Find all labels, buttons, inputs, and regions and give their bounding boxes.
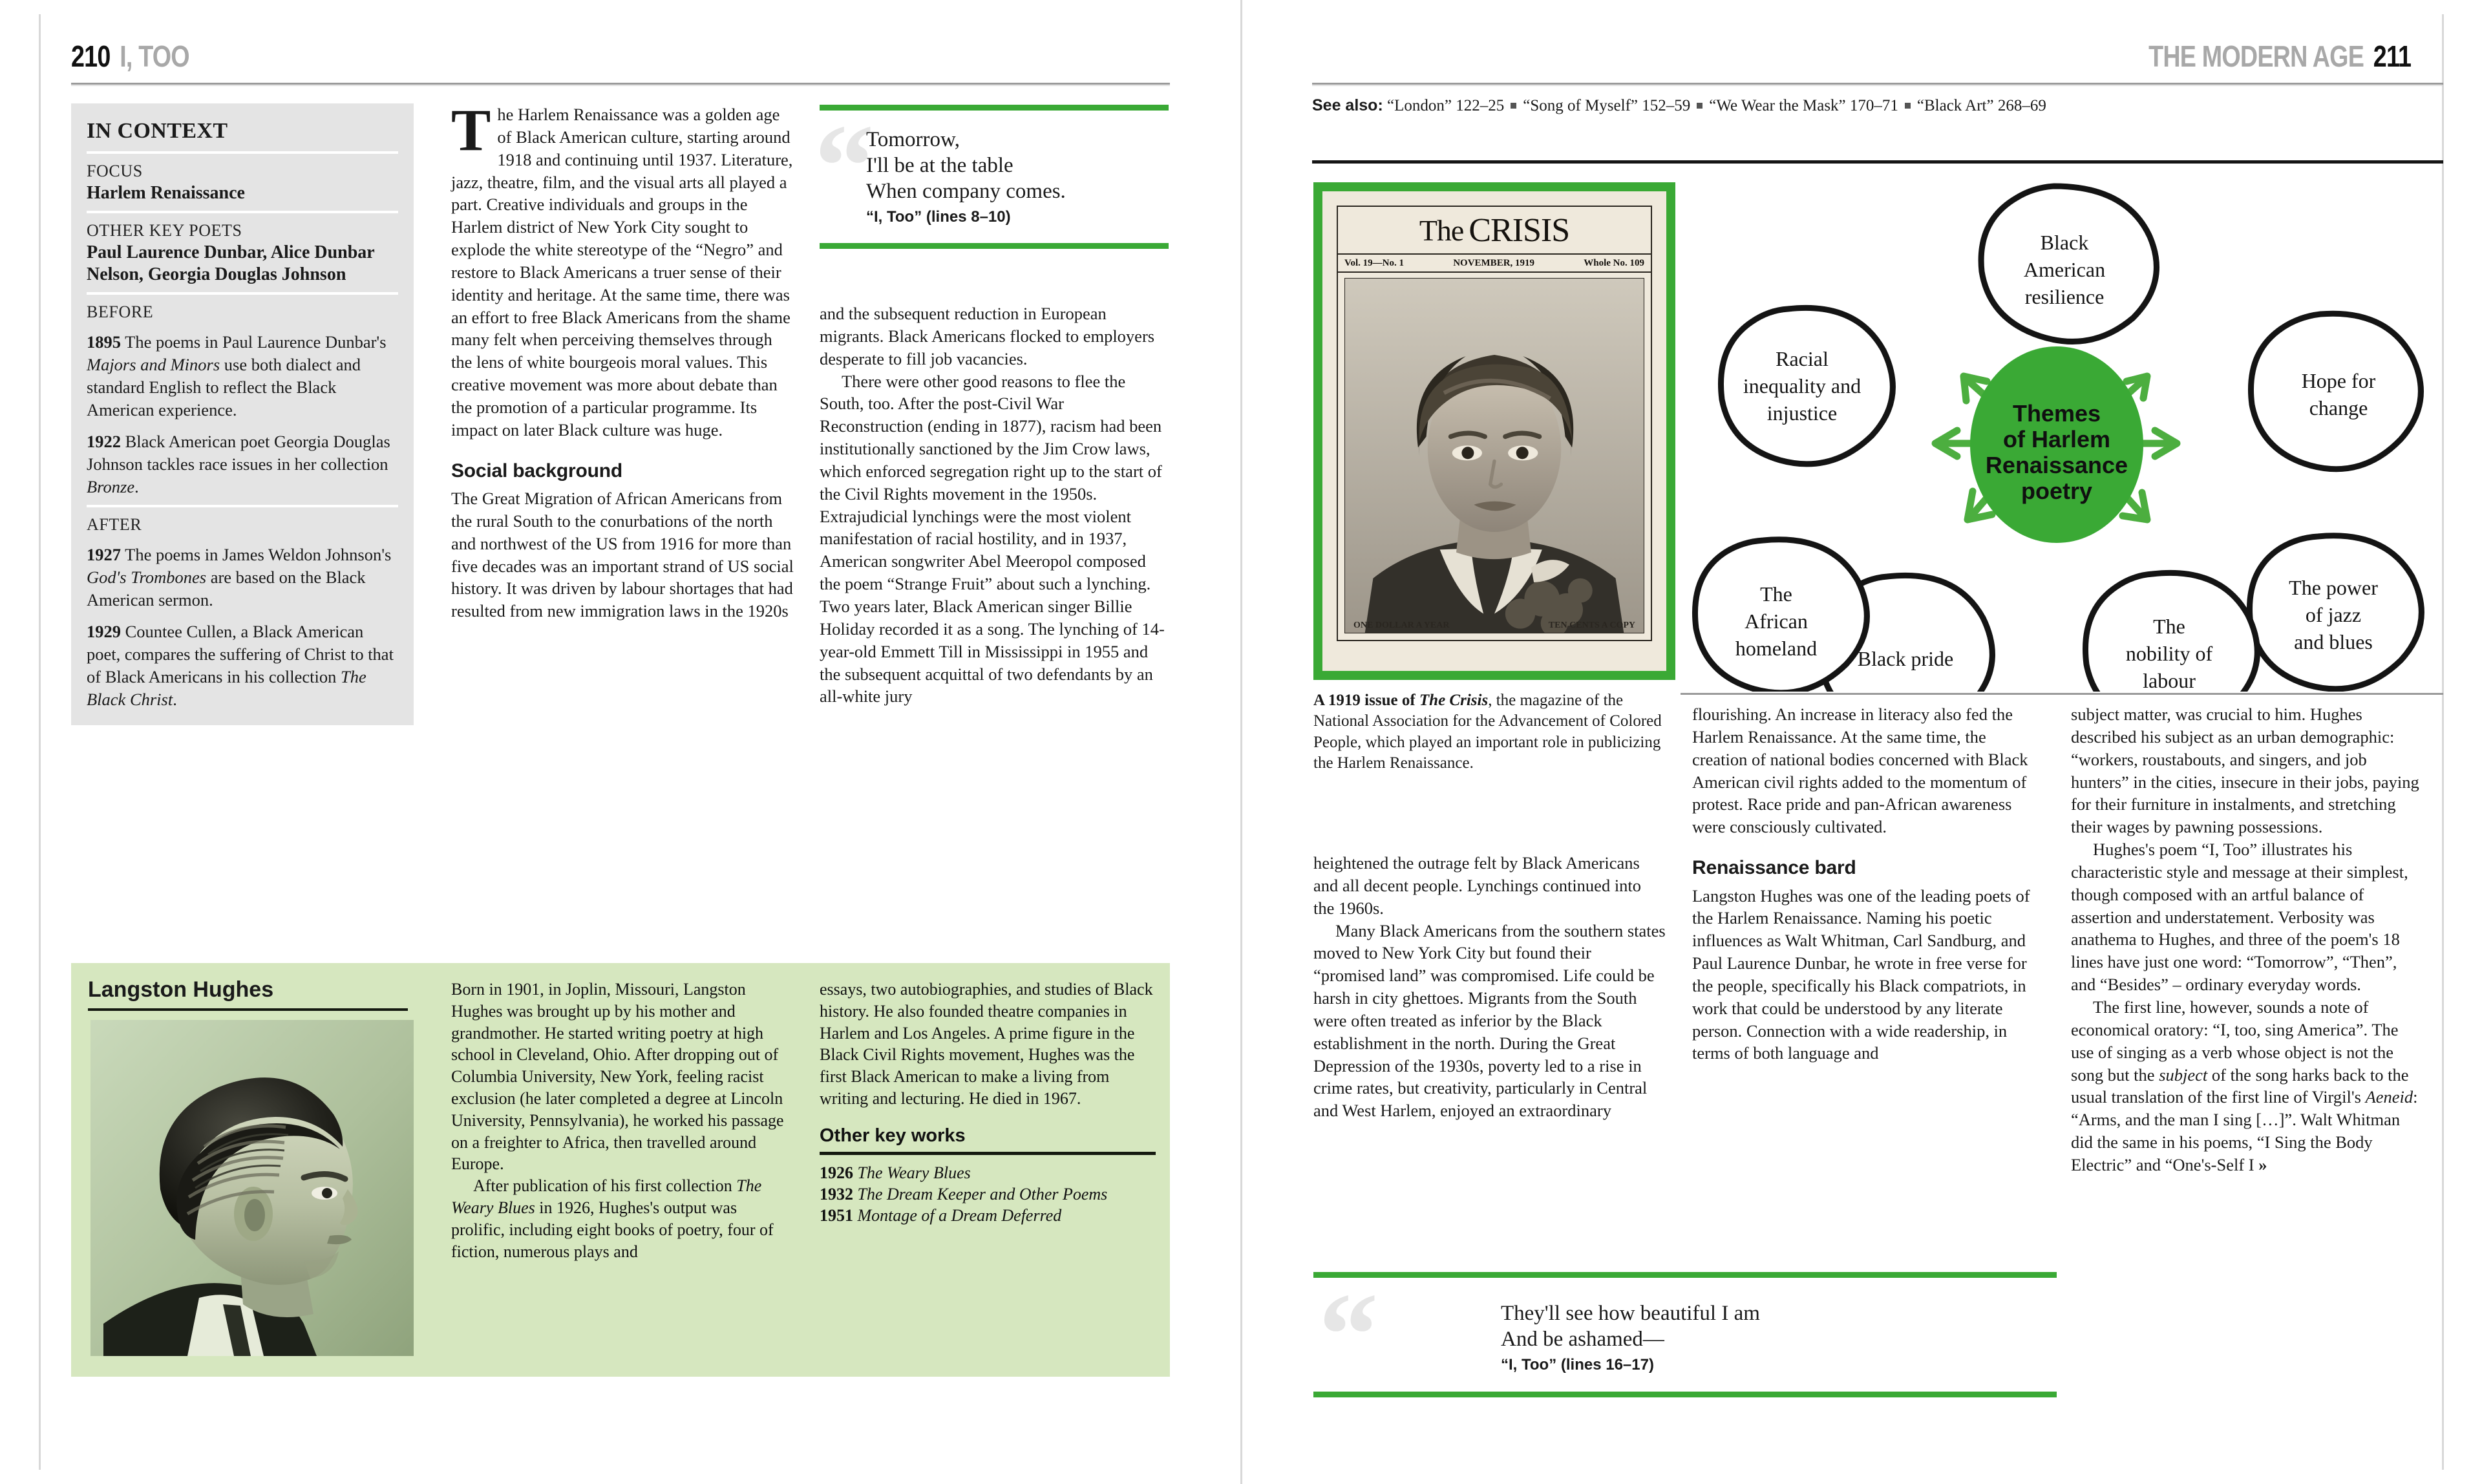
- hughes-portrait-photo: [90, 1020, 414, 1356]
- node-label: The: [1760, 582, 1792, 606]
- subheading-renaissance-bard: Renaissance bard: [1692, 857, 1856, 879]
- folio-left: [71, 39, 189, 74]
- body-paragraph: Many Black Americans from the southern states moved to New York City but found their “promised land” was compromised. Life could be harsh in city ghettoes. Migrants from the South were often treated as inferior by the Black establishment in the north. During the Great Depression of the 1930s, poverty led to a rise in crime rates, but creativity, particularly in Central and West Harlem, enjoyed an extraordinary: [1313, 920, 1666, 1121]
- header-rule-left-thin: [71, 85, 1170, 86]
- quote-rule-bottom: [820, 243, 1169, 249]
- after-label: AFTER: [87, 514, 142, 534]
- other-key-work-item: [820, 1184, 1156, 1205]
- crisis-volume: Vol. 19—No. 1: [1344, 257, 1404, 268]
- quote-line: When company comes.: [866, 179, 1066, 203]
- timeline-text: The poems in Paul Laurence Dunbar's: [121, 332, 387, 352]
- timeline-title: God's Trombones: [87, 567, 207, 587]
- crisis-magazine-figure: [1313, 182, 1675, 680]
- node-label: Hope for: [2301, 369, 2376, 392]
- page-gutter: [1240, 0, 1242, 1484]
- left-page-header: [71, 39, 1176, 74]
- before-label: BEFORE: [87, 302, 154, 322]
- body-paragraph: he Harlem Renaissance was a golden age of Black American culture, starting around 1918 and continuing until 1937. Literature, jazz, theatre, film, and the visual arts all played a part. Creative individuals and groups in the Harlem district of New York City sought to explode the white stereotype of the “Negro” and restore to Black Americans a truer sense of their identity and heritage. At the same time, there was an effort to free Black Americans from the shame many felt when perceiving themselves through the lens of white bourgeois moral values. This creative movement was more about debate than the promotion of a particular programme. Its impact on later Black culture was huge.: [451, 105, 793, 440]
- book-title: The Weary Blues: [451, 1176, 762, 1217]
- bullet-square-icon: [1511, 103, 1516, 109]
- folio-right: [2148, 39, 2411, 74]
- timeline-entry: [87, 620, 398, 711]
- body-paragraph: The Great Migration of African Americans from the rural South to the conurbations of the north and northwest of the US from 1916 for more than five decades was an important strand of US social history. It was driven by labour shortages that had resulted from new immigration laws in the 1920s: [451, 489, 794, 621]
- timeline-year: 1895: [87, 332, 121, 352]
- timeline-title: The Black Christ: [87, 666, 366, 709]
- node-label: The: [2153, 615, 2185, 638]
- divider: [87, 505, 398, 507]
- page-edge-left: [39, 14, 41, 1470]
- timeline-text: .: [134, 476, 139, 496]
- center-line-4: poetry: [2021, 478, 2093, 504]
- other-key-work-item: [820, 1163, 1156, 1184]
- timeline-text: The poems in James Weldon Johnson's: [121, 544, 392, 564]
- other-key-poets-label: OTHER KEY POETS: [87, 221, 242, 240]
- node-label: The power: [2289, 576, 2378, 599]
- node-label: injustice: [1766, 401, 1838, 425]
- body-text: : “Arms, and the man I sing […]”. Walt Whitman did the same in his poems, “I Sing the Body Electric” and “One's-Self I: [2071, 1087, 2418, 1174]
- left-body-column-1: [451, 97, 794, 622]
- body-paragraph: Hughes's poem “I, Too” illustrates his characteristic style and message at their simplest, though composed with an artful balance of assertion and understatement. Verbosity was anathema to Hughes, and three of the poem's 18 lines have just one word: “Tomorrow”, “Then”, and “Besides” – ordinary everyday words.: [2071, 840, 2408, 995]
- work-year: 1932: [820, 1185, 853, 1204]
- body-paragraph: Born in 1901, in Joplin, Missouri, Langston Hughes was brought up by his mother and grandmother. He started writing poetry at high school in Cleveland, Ohio. After dropping out of Columbia University, New York, feeling racist exclusion (he later completed a degree at Lincoln University, Pennsylvania), he worked his passage on a freighter to Africa, then travelled around Europe.: [451, 980, 784, 1174]
- langston-hughes-box: [71, 963, 1170, 1377]
- node-label: resilience: [2024, 285, 2105, 308]
- folio-title-left: I, TOO: [120, 39, 189, 73]
- divider: [87, 211, 398, 213]
- node-label: homeland: [1735, 637, 1818, 660]
- quote-source: “I, Too” (lines 16–17): [1501, 1355, 1654, 1373]
- body-paragraph: subject matter, was crucial to him. Hughes described his subject as an urban demographic: “workers, roustabouts, and singers, and job hunters” in the cities, insecure in their jobs, paying for their furniture in instalments, and stretching their wages by pawning possessions.: [2071, 705, 2419, 837]
- folio-number-right: 211: [2373, 39, 2411, 73]
- center-line-1: Themes: [2012, 400, 2101, 427]
- crisis-masthead: [1338, 207, 1651, 255]
- crisis-price-year: ONE DOLLAR A YEAR: [1353, 620, 1450, 630]
- crisis-issue-line: [1338, 255, 1651, 273]
- crisis-masthead-the: The: [1419, 213, 1464, 247]
- right-body-column-2: [1692, 703, 2044, 1065]
- body-paragraph: There were other good reasons to flee the South, too. After the post-Civil War Reconstruction (ending in 1877), racism had been institutionally sanctioned by the Jim Crow laws, which enforced segregation right up to the start of the Civil Rights movement in the 1950s. Extrajudicial lynchings were the most violent manifestation of racial hostility, and in 1937, American songwriter Abel Meeropol composed the poem “Strange Fruit” about such a lynching. Two years later, Black American singer Billie Holiday recorded it as a song. The lynching of 14-year-old Emmett Till in Mississippi in 1955 and the subsequent acquittal of two defendants by an all-white jury: [820, 371, 1165, 706]
- hughes-bio-column-2: [820, 979, 1156, 1227]
- timeline-entry: [87, 430, 398, 498]
- quote-line: They'll see how beautiful I am: [1501, 1302, 1760, 1325]
- quote-mark-icon: “: [1319, 1269, 1379, 1401]
- divider: [87, 292, 398, 295]
- drop-cap: T: [451, 97, 491, 163]
- body-paragraph: heightened the outrage felt by Black Americans and all decent people. Lynchings continued into the 1960s.: [1313, 853, 1642, 918]
- caption-lead: A 1919 issue of: [1313, 692, 1419, 709]
- body-text: of the song harks back to the usual translation of the first line of Virgil's: [2071, 1065, 2409, 1107]
- body-paragraph: essays, two autobiographies, and studies of Black history. He also founded theatre companies in Harlem and Los Angeles. A prime figure in the Black Civil Rights movement, Hughes was the first Black American to make a living from writing and lecturing. He died in 1967.: [820, 980, 1153, 1108]
- timeline-text: are based on the Black American sermon.: [87, 567, 366, 610]
- continue-arrow-icon: »: [2258, 1154, 2267, 1174]
- right-body-column-1: [1313, 852, 1666, 1122]
- header-rule-right-thin: [1312, 85, 2443, 86]
- timeline-text: Black American poet Georgia Douglas Johnson tackles race issues in her collection: [87, 432, 390, 474]
- timeline-text: use both dialect and standard English to reflect the Black American experience.: [87, 355, 361, 420]
- body-paragraph: Langston Hughes was one of the leading poets of the Harlem Renaissance. Naming his poetic influences as Walt Whitman, Carl Sandburg, and Paul Laurence Dunbar, he wrote in free verse for the people, specifically his Black compatriots, in work that could be understood by any literate person. Connection with a wide readership, in terms of both language and: [1692, 885, 2030, 1063]
- see-also-item[interactable]: “We Wear the Mask” 170–71: [1709, 97, 1898, 114]
- subheading-social-background: Social background: [451, 460, 622, 482]
- center-line-3: Renaissance: [1985, 452, 2128, 478]
- crisis-whole-number: Whole No. 109: [1584, 257, 1644, 268]
- diagram-bottom-rule: [1681, 693, 2443, 695]
- body-paragraph: [451, 1175, 787, 1262]
- timeline-entry: [87, 544, 398, 611]
- work-title: Montage of a Dream Deferred: [857, 1205, 1062, 1225]
- node-label: change: [2309, 396, 2368, 419]
- node-label: inequality and: [1743, 374, 1862, 398]
- see-also-item[interactable]: “London” 122–25: [1387, 97, 1505, 114]
- caption-title: The Crisis: [1419, 692, 1489, 709]
- node-label: of jazz: [2305, 603, 2362, 626]
- themes-diagram: [1681, 175, 2443, 692]
- right-body-column-3: [2071, 703, 2423, 1176]
- node-label: and blues: [2294, 630, 2373, 653]
- quote-rule-top: [1313, 1272, 2057, 1278]
- see-also-line: [1312, 96, 2443, 116]
- body-paragraph: and the subsequent reduction in European migrants. Black Americans flocked to employers desperate to fill job vacancies.: [820, 304, 1155, 368]
- body-paragraph: flourishing. An increase in literacy also fed the Harlem Renaissance. At the same time, the creation of national bodies concerned with Black American civil rights added to the momentum of protest. Race pride and pan-African awareness were consciously cultivated.: [1692, 705, 2028, 837]
- node-label: labour: [2143, 669, 2196, 692]
- timeline-entry: [87, 331, 398, 421]
- book-title: Aeneid: [2365, 1087, 2413, 1107]
- crisis-price-line: [1353, 620, 1635, 631]
- see-also-item[interactable]: “Black Art” 268–69: [1916, 97, 2046, 114]
- pull-quote-bottom: [1313, 1269, 2057, 1401]
- hughes-box-rule: [88, 1008, 408, 1011]
- focus-label: FOCUS: [87, 162, 143, 180]
- timeline-text: .: [173, 689, 177, 709]
- node-label: Racial: [1776, 347, 1829, 370]
- focus-value: Harlem Renaissance: [87, 182, 245, 203]
- crisis-price-copy: TEN CENTS A COPY: [1548, 620, 1635, 630]
- quote-line: And be ashamed—: [1501, 1327, 1664, 1351]
- folio-title-right: THE MODERN AGE: [2148, 39, 2364, 73]
- work-title: The Weary Blues: [857, 1163, 971, 1183]
- center-line-2: of Harlem: [2002, 426, 2111, 452]
- quote-mark-icon: “: [814, 100, 875, 233]
- see-also-item[interactable]: “Song of Myself” 152–59: [1523, 97, 1691, 114]
- node-label: African: [1745, 610, 1808, 633]
- other-key-work-item: [820, 1205, 1156, 1227]
- crisis-date: NOVEMBER, 1919: [1453, 257, 1535, 268]
- timeline-text: Countee Cullen, a Black American poet, compares the suffering of Christ to that of Black Americans in his collection: [87, 621, 394, 686]
- node-label: Black: [2040, 231, 2089, 254]
- quote-text: [1313, 1278, 2057, 1374]
- work-year: 1926: [820, 1163, 853, 1183]
- right-page-header: [2091, 39, 2411, 74]
- node-label: nobility of: [2125, 642, 2213, 665]
- pull-quote-top: [814, 100, 1169, 249]
- left-body-column-2: [820, 302, 1169, 708]
- work-year: 1951: [820, 1205, 853, 1225]
- caption-rest: , the magazine of the National Association for the Advancement of Colored People, which played an important role in publicizing the Harlem Renaissance.: [1313, 692, 1662, 772]
- node-label: Black pride: [1857, 647, 1954, 670]
- crisis-cover: [1322, 191, 1666, 671]
- hughes-bio-column-1: [451, 979, 787, 1262]
- crisis-caption: [1313, 690, 1675, 774]
- in-context-heading: IN CONTEXT: [87, 119, 228, 143]
- bullet-square-icon: [1697, 103, 1702, 109]
- bullet-square-icon: [1905, 103, 1911, 109]
- timeline-year: 1927: [87, 544, 121, 564]
- emphasis: subject: [2159, 1065, 2208, 1085]
- folio-number-left: 210: [71, 39, 111, 73]
- crisis-cover-portrait: [1344, 278, 1644, 633]
- header-rule-right: [1312, 83, 2443, 85]
- see-also-label: See also:: [1312, 96, 1383, 114]
- quote-line: Tomorrow,: [866, 128, 960, 151]
- crisis-masthead-crisis: CRISIS: [1469, 211, 1570, 249]
- divider: [87, 151, 398, 154]
- timeline-year: 1929: [87, 621, 121, 641]
- work-title: The Dream Keeper and Other Poems: [857, 1185, 1108, 1204]
- quote-rule-bottom: [1313, 1392, 2057, 1397]
- header-rule-left: [71, 83, 1170, 85]
- hughes-box-title: Langston Hughes: [88, 977, 274, 1002]
- timeline-title: Bronze: [87, 476, 135, 496]
- quote-source: “I, Too” (lines 8–10): [866, 207, 1011, 226]
- timeline-year: 1922: [87, 432, 121, 452]
- other-key-works-rule: [820, 1152, 1156, 1155]
- section-rule-right: [1312, 160, 2443, 164]
- other-key-works-heading: Other key works: [820, 1125, 966, 1146]
- quote-text: [820, 111, 1169, 226]
- body-text: The first line, however, sounds a note of economical oratory: “I, too, sing America”. The use of singing as a verb whose object is not the song but the: [2071, 997, 2399, 1085]
- in-context-box: [71, 103, 414, 725]
- other-key-poets-value: Paul Laurence Dunbar, Alice Dunbar Nelson, Georgia Douglas Johnson: [87, 242, 375, 285]
- node-label: American: [2023, 258, 2106, 281]
- quote-line: I'll be at the table: [866, 153, 1013, 177]
- bio-text: in 1926, Hughes's output was prolific, including eight books of poetry, four of fiction, numerous plays and: [451, 1198, 774, 1261]
- body-paragraph: [2071, 996, 2423, 1176]
- crisis-cover-frame: [1337, 206, 1652, 641]
- timeline-title: Majors and Minors: [87, 355, 220, 375]
- bio-text: After publication of his first collection: [473, 1176, 737, 1196]
